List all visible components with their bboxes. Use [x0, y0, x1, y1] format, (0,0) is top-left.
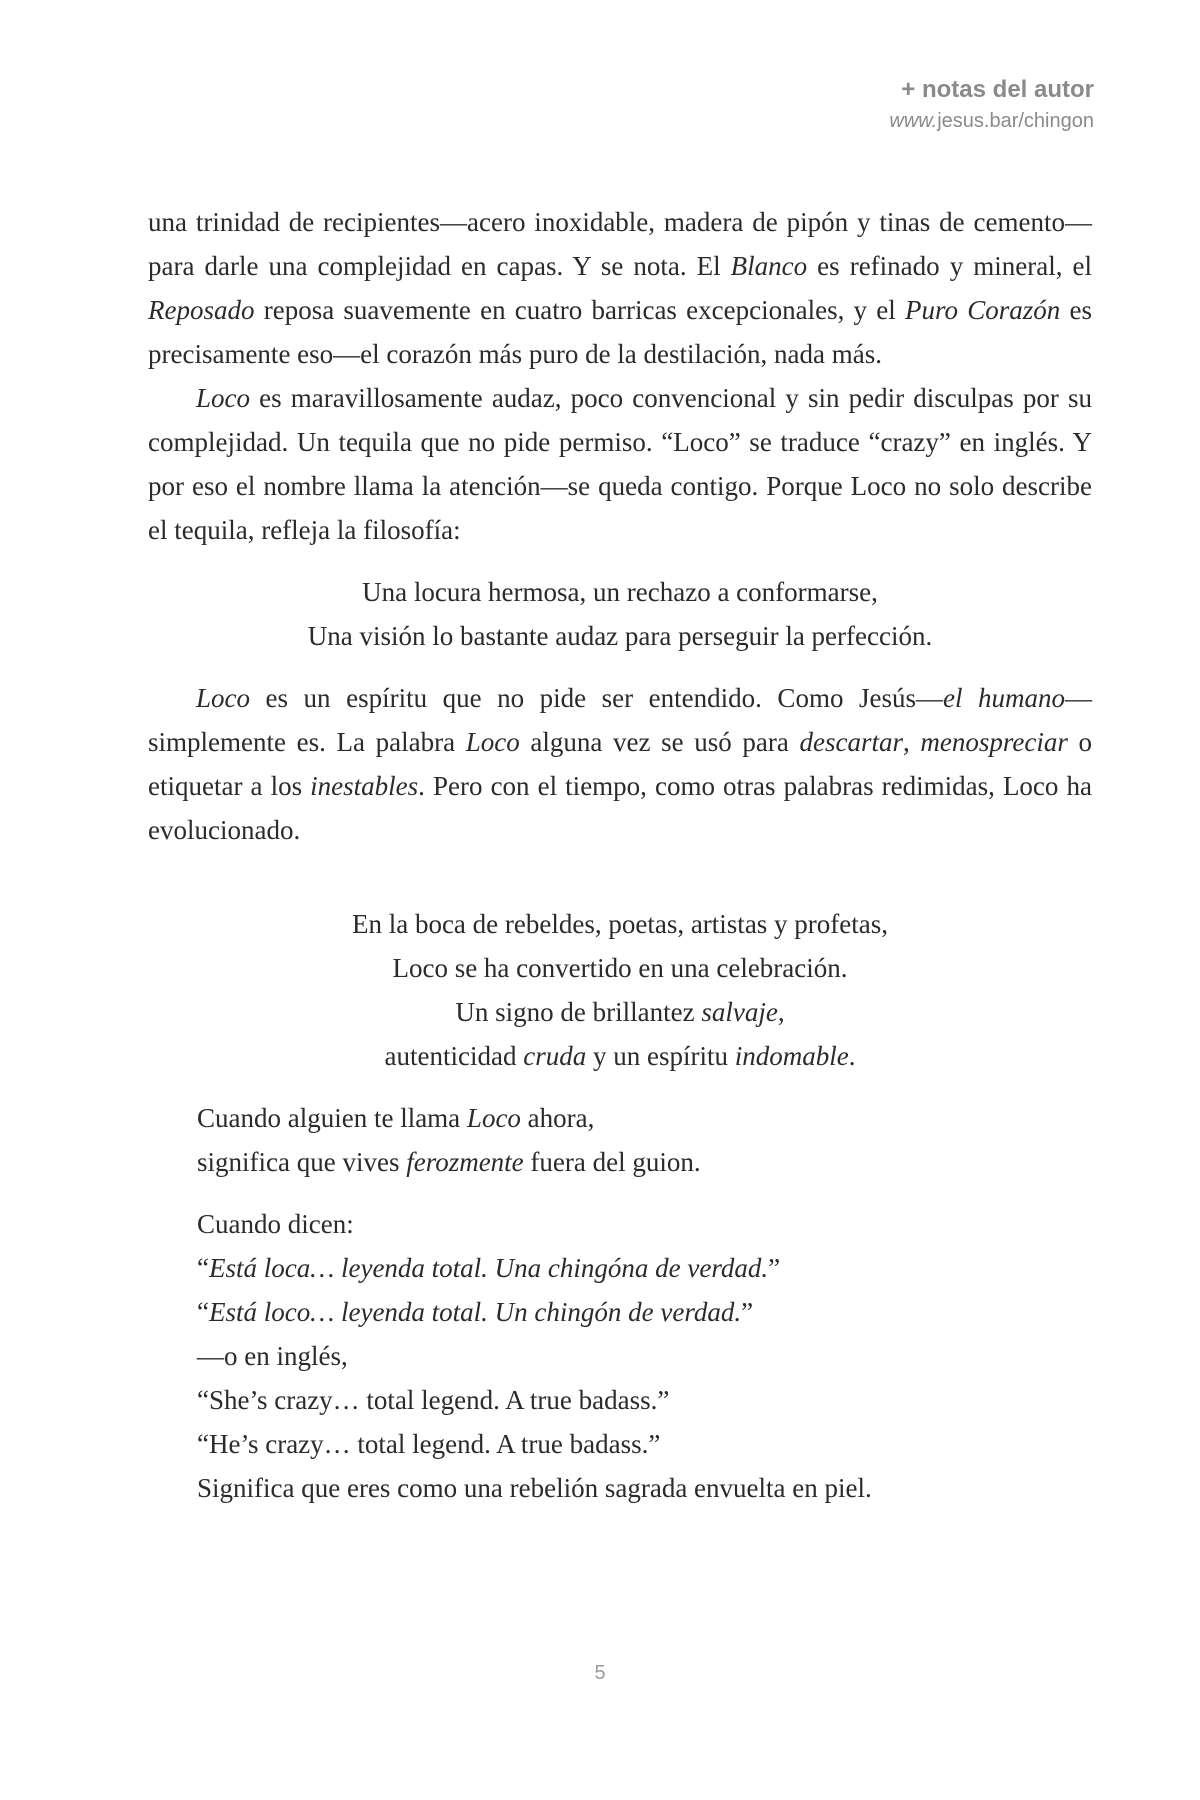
statement-line: —o en inglés,	[197, 1341, 348, 1371]
text: significa que vives	[197, 1147, 407, 1177]
text: Cuando alguien te llama	[197, 1103, 467, 1133]
text: Un signo de brillantez	[455, 997, 702, 1027]
text: y un espíritu	[586, 1041, 735, 1071]
text: es un espíritu que no pide ser entendido. Como Jesús—	[250, 683, 943, 713]
emphasis: indomable	[734, 1041, 849, 1071]
verse-2	[148, 902, 1092, 1078]
header-title: + notas del autor	[901, 76, 1094, 103]
text: o etiquetar a los	[148, 727, 1093, 801]
text: “	[197, 1297, 209, 1327]
emphasis: salvaje	[701, 997, 778, 1027]
emphasis: Blanco	[730, 251, 808, 281]
text: una trinidad de recipientes—acero inoxidable, madera de pipón y tinas de cemento—para darle una complejidad en capas. Y se nota. El	[148, 207, 1092, 281]
header-url-prefix: www.	[889, 110, 938, 132]
text: .	[848, 1041, 856, 1071]
page-content	[148, 200, 1092, 1510]
statement-line: Cuando dicen:	[197, 1209, 354, 1239]
statement-block-1	[148, 1096, 1092, 1184]
text: ahora,	[520, 1103, 595, 1133]
header-url	[889, 106, 1094, 136]
emphasis: menospreciar	[920, 727, 1068, 757]
statement-line	[197, 1140, 1092, 1184]
emphasis: Loco	[466, 1103, 521, 1133]
text: es maravillosamente audaz, poco convencional y sin pedir disculpas por su complejidad. Un tequila que no pide permiso. “Loco” se traduce “crazy” en inglés. Y por eso el nombre llama la atención—se queda contigo. Porque Loco no solo describe el tequila, refleja la filosofía:	[148, 383, 1092, 545]
text: fuera del guion.	[523, 1147, 701, 1177]
emphasis: Loco	[465, 727, 520, 757]
statement-line	[197, 1096, 1092, 1140]
quote-line: “He’s crazy… total legend. A true badass.”	[197, 1429, 661, 1459]
emphasis: Loco	[196, 683, 250, 713]
paragraph-2	[148, 376, 1092, 552]
verse-line	[148, 1034, 1092, 1078]
text: reposa suavemente en cuatro barricas excepcionales, y el	[254, 295, 906, 325]
text: ,	[902, 727, 921, 757]
text: autenticidad	[384, 1041, 524, 1071]
quote-line	[197, 1246, 1092, 1290]
verse-line: Una visión lo bastante audaz para perseguir la perfección.	[307, 621, 933, 651]
statement-line: Significa que eres como una rebelión sagrada envuelta en piel.	[197, 1473, 872, 1503]
emphasis: Reposado	[148, 295, 255, 325]
statement-block-2	[148, 1202, 1092, 1510]
verse-line: En la boca de rebeldes, poetas, artistas y profetas,	[351, 909, 889, 939]
text: ”	[741, 1297, 754, 1327]
verse-line: Loco se ha convertido en una celebración.	[392, 953, 848, 983]
emphasis: Loco	[196, 383, 250, 413]
emphasis: Puro Corazón	[905, 295, 1061, 325]
verse-line	[148, 990, 1092, 1034]
page-header	[889, 74, 1094, 136]
text: es refinado y mineral, el	[807, 251, 1092, 281]
emphasis: Está loca… leyenda total. Una chingóna de verdad.	[208, 1253, 769, 1283]
text: ”	[768, 1253, 781, 1283]
text: — simplemente es. La palabra	[148, 683, 1092, 757]
paragraph-1	[148, 200, 1092, 376]
text: es precisamente eso—el corazón más puro de la destilación, nada más.	[148, 295, 1093, 369]
header-url-rest: jesus.bar/chingon	[937, 110, 1094, 132]
emphasis: descartar	[799, 727, 903, 757]
page-number: 5	[594, 1662, 606, 1684]
emphasis: cruda	[523, 1041, 587, 1071]
quote-line: “She’s crazy… total legend. A true badass.”	[197, 1385, 670, 1415]
verse-line: Una locura hermosa, un rechazo a conformarse,	[362, 577, 878, 607]
emphasis: ferozmente	[406, 1147, 524, 1177]
verse-1	[148, 570, 1092, 658]
text: ,	[777, 997, 785, 1027]
text: . Pero con el tiempo, como otras palabras redimidas, Loco ha evolucionado.	[148, 771, 1092, 845]
emphasis: el humano	[942, 683, 1065, 713]
text: “	[197, 1253, 209, 1283]
paragraph-3	[148, 676, 1092, 852]
emphasis: Está loco… leyenda total. Un chingón de verdad.	[208, 1297, 742, 1327]
text: alguna vez se usó para	[519, 727, 800, 757]
emphasis: inestables	[310, 771, 419, 801]
quote-line	[197, 1290, 1092, 1334]
